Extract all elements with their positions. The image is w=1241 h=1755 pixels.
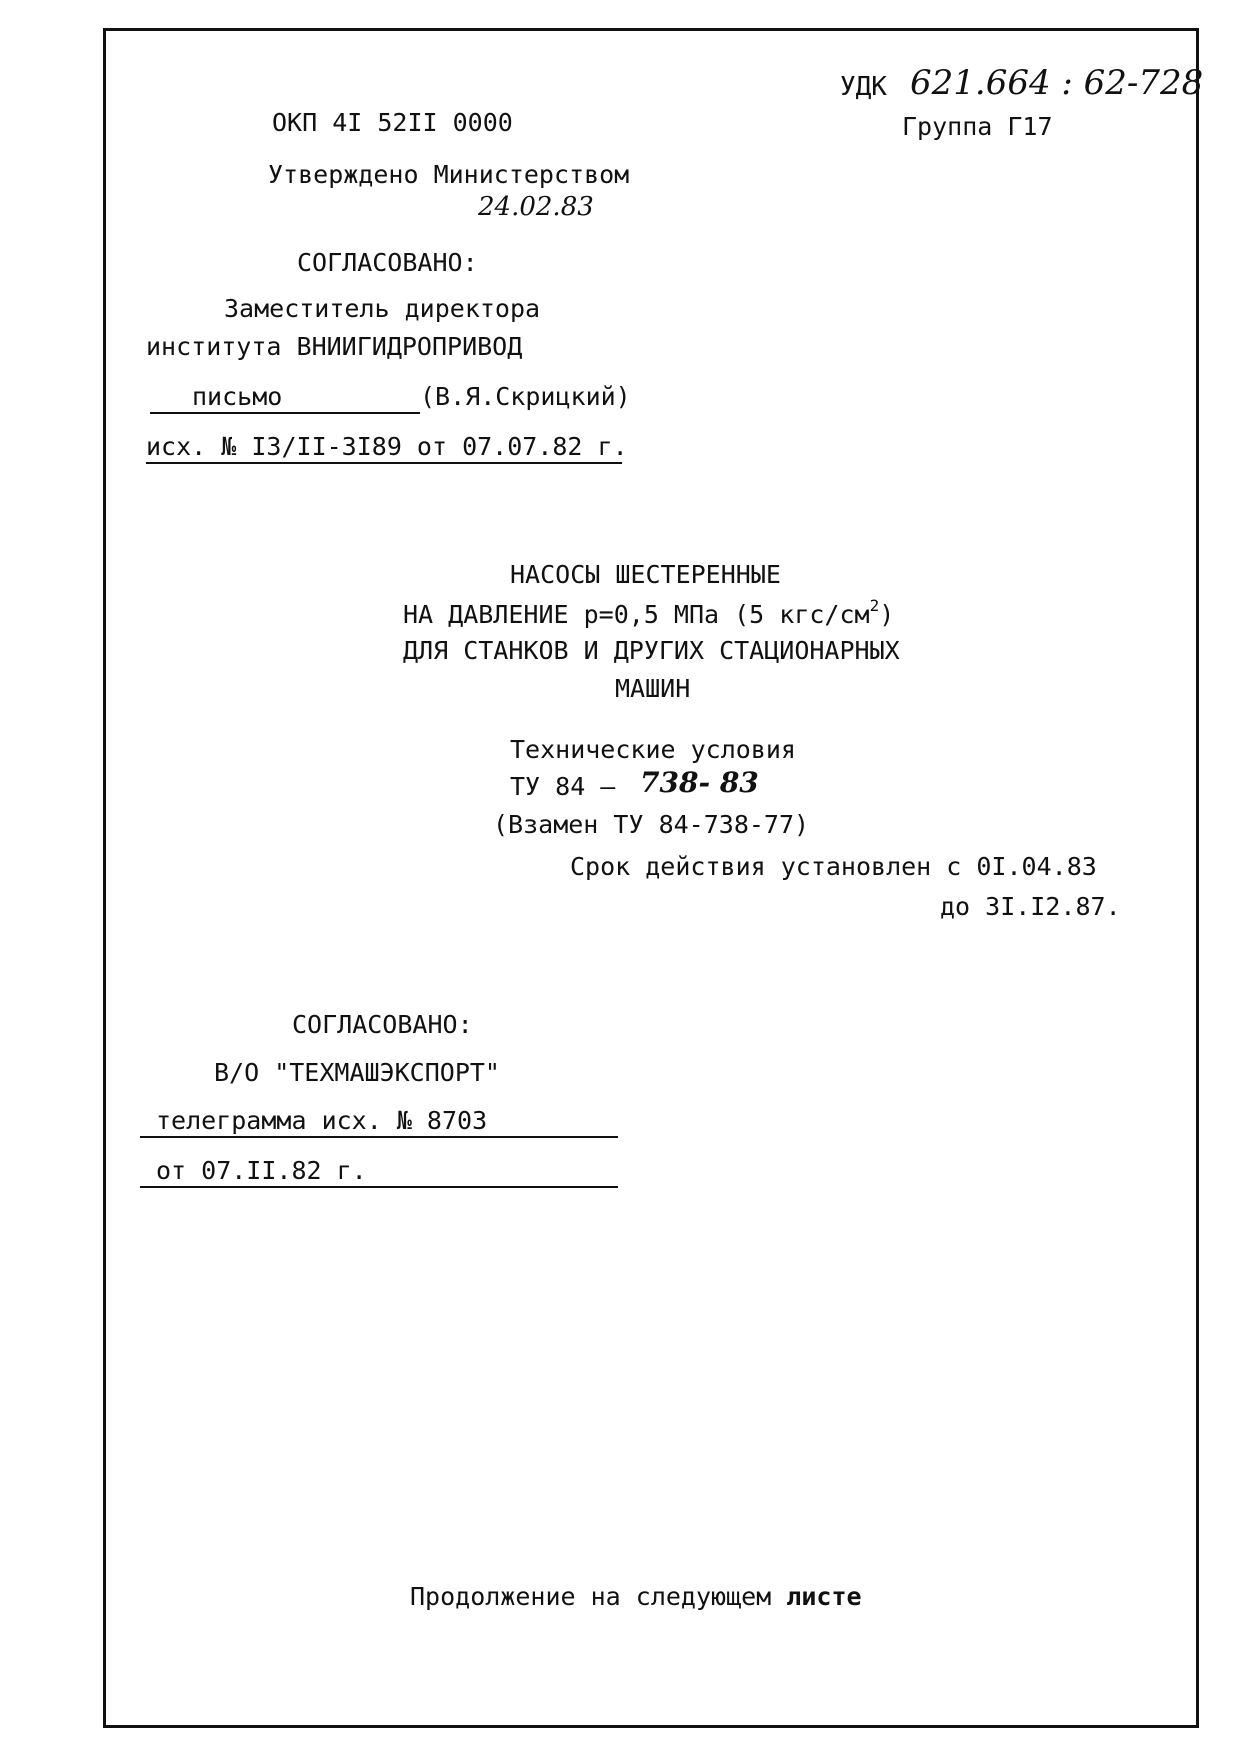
signature-line	[150, 412, 420, 414]
telegram-reference: телеграмма исх. № 8703	[156, 1106, 488, 1135]
signer-name: (В.Я.Скрицкий)	[420, 382, 631, 411]
telegram-underline	[140, 1136, 618, 1138]
validity-until: до 3I.I2.87.	[940, 892, 1121, 921]
title-line-2-close: )	[879, 600, 895, 629]
continued-bold: листе	[786, 1582, 862, 1611]
udk-code: 621.664 : 62-728	[910, 63, 1204, 103]
agreed-heading-1: СОГЛАСОВАНО:	[297, 248, 478, 277]
udk-label: УДК	[840, 72, 887, 102]
approval-date: 24.02.83	[478, 192, 594, 222]
approved-by: Утверждено Министерством	[268, 160, 630, 189]
title-line-4: МАШИН	[615, 674, 691, 703]
title-line-3: ДЛЯ СТАНКОВ И ДРУГИХ СТАЦИОНАРНЫХ	[403, 636, 900, 665]
deputy-director: Заместитель директора	[224, 294, 541, 323]
tu-number: 738- 83	[640, 766, 759, 799]
letter-reference: исх. № I3/II-3I89 от 07.07.82 г.	[146, 432, 628, 461]
validity-period: Срок действия установлен с 0I.04.83	[570, 852, 1097, 881]
agreed-heading-2: СОГЛАСОВАНО:	[292, 1010, 473, 1039]
reference-underline	[146, 462, 622, 464]
group-code: Группа Г17	[902, 112, 1053, 141]
telegram-date: от 07.II.82 г.	[156, 1156, 367, 1185]
title-line-1: НАСОСЫ ШЕСТЕРЕННЫЕ	[510, 560, 781, 589]
letter-label: письмо	[192, 382, 283, 411]
continued-note	[410, 1582, 862, 1612]
superscript-2: 2	[869, 596, 880, 615]
organization: В/О "ТЕХМАШЭКСПОРТ"	[214, 1058, 500, 1087]
okp-code: ОКП 4I 52II 0000	[272, 108, 513, 137]
replaces-tu: (Взамен ТУ 84-738-77)	[493, 810, 810, 839]
technical-conditions: Технические условия	[510, 735, 796, 764]
tu-prefix: ТУ 84 –	[510, 772, 616, 801]
title-line-2-text: НА ДАВЛЕНИЕ р=0,5 МПа (5 кгс/см	[403, 600, 870, 629]
institute-name: института ВНИИГИДРОПРИВОД	[146, 332, 523, 361]
title-line-2	[403, 596, 895, 630]
continued-text: Продолжение на следующем	[410, 1582, 772, 1611]
date-underline	[140, 1186, 618, 1188]
